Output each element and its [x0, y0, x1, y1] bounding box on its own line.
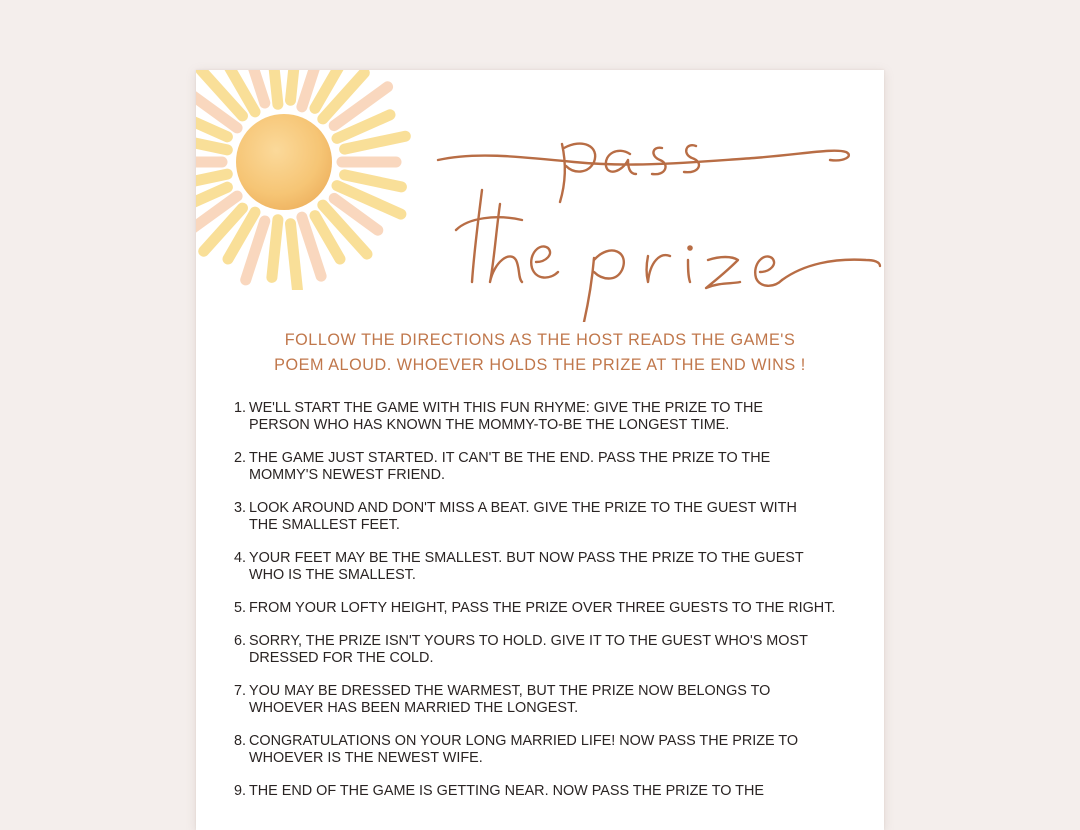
rule-text-line: PERSON WHO HAS KNOWN THE MOMMY-TO-BE THE LONGEST TIME. [249, 417, 730, 433]
rule-text-line: LOOK AROUND AND DON'T MISS A BEAT. GIVE THE PRIZE TO THE GUEST WITH [249, 500, 797, 516]
rule-item-2 [226, 450, 866, 484]
rule-text-line: WHO IS THE SMALLEST. [249, 567, 416, 583]
rule-text-line: YOU MAY BE DRESSED THE WARMEST, BUT THE PRIZE NOW BELONGS TO [249, 683, 771, 699]
sun-ray [291, 70, 297, 100]
rule-text-line: DRESSED FOR THE COLD. [249, 650, 434, 666]
rule-text-line: FROM YOUR LOFTY HEIGHT, PASS THE PRIZE OVER THREE GUESTS TO THE RIGHT. [249, 600, 836, 616]
sun-icon [196, 70, 426, 290]
sun-ray [345, 175, 402, 187]
rule-text-line: THE END OF THE GAME IS GETTING NEAR. NOW PASS THE PRIZE TO THE [249, 783, 764, 799]
rule-item-5 [226, 600, 866, 617]
rule-text-line: WE'LL START THE GAME WITH THIS FUN RHYME: GIVE THE PRIZE TO THE [249, 400, 763, 416]
rule-number: 9. [233, 783, 246, 799]
rule-text-line: WHOEVER HAS BEEN MARRIED THE LONGEST. [249, 700, 579, 716]
sun-ray [291, 224, 298, 290]
rule-number: 4. [233, 550, 246, 566]
instructions-line-1: FOLLOW THE DIRECTIONS AS THE HOST READS THE GAME'S [284, 331, 796, 349]
title-script-art [434, 132, 884, 322]
rule-item-1 [226, 400, 866, 434]
rule-item-3 [226, 500, 866, 534]
rule-text-line: THE GAME JUST STARTED. IT CAN'T BE THE END. PASS THE PRIZE TO THE [249, 450, 771, 466]
rule-text-line: YOUR FEET MAY BE THE SMALLEST. BUT NOW PASS THE PRIZE TO THE GUEST [249, 550, 804, 566]
rule-text-line: CONGRATULATIONS ON YOUR LONG MARRIED LIFE! NOW PASS THE PRIZE TO [249, 733, 799, 749]
game-sheet [196, 70, 884, 830]
sun-ray [345, 136, 406, 149]
rule-number: 6. [233, 633, 246, 649]
rule-text-line: WHOEVER IS THE NEWEST WIFE. [249, 750, 483, 766]
rule-number: 2. [233, 450, 246, 466]
rule-number: 3. [233, 500, 246, 516]
rule-item-4 [226, 550, 866, 584]
rule-number: 8. [233, 733, 246, 749]
rule-item-6 [226, 633, 866, 667]
sun-ray [271, 70, 278, 104]
rule-text-line: SORRY, THE PRIZE ISN'T YOURS TO HOLD. GIVE IT TO THE GUEST WHO'S MOST [249, 633, 808, 649]
rule-text-line: MOMMY'S NEWEST FRIEND. [249, 467, 445, 483]
rule-number: 7. [233, 683, 246, 699]
sun-disc [236, 114, 332, 210]
page-title [434, 132, 884, 322]
sun-ray [272, 220, 278, 278]
rule-item-7 [226, 683, 866, 717]
rule-item-9 [226, 783, 866, 800]
rule-item-8 [226, 733, 866, 767]
instructions [226, 328, 854, 378]
rule-number: 5. [233, 600, 246, 616]
instructions-line-2: POEM ALOUD. WHOEVER HOLDS THE PRIZE AT THE END WINS ! [274, 356, 806, 374]
rule-number: 1. [233, 400, 246, 416]
rules-list [226, 400, 866, 816]
rule-text-line: THE SMALLEST FEET. [249, 517, 400, 533]
